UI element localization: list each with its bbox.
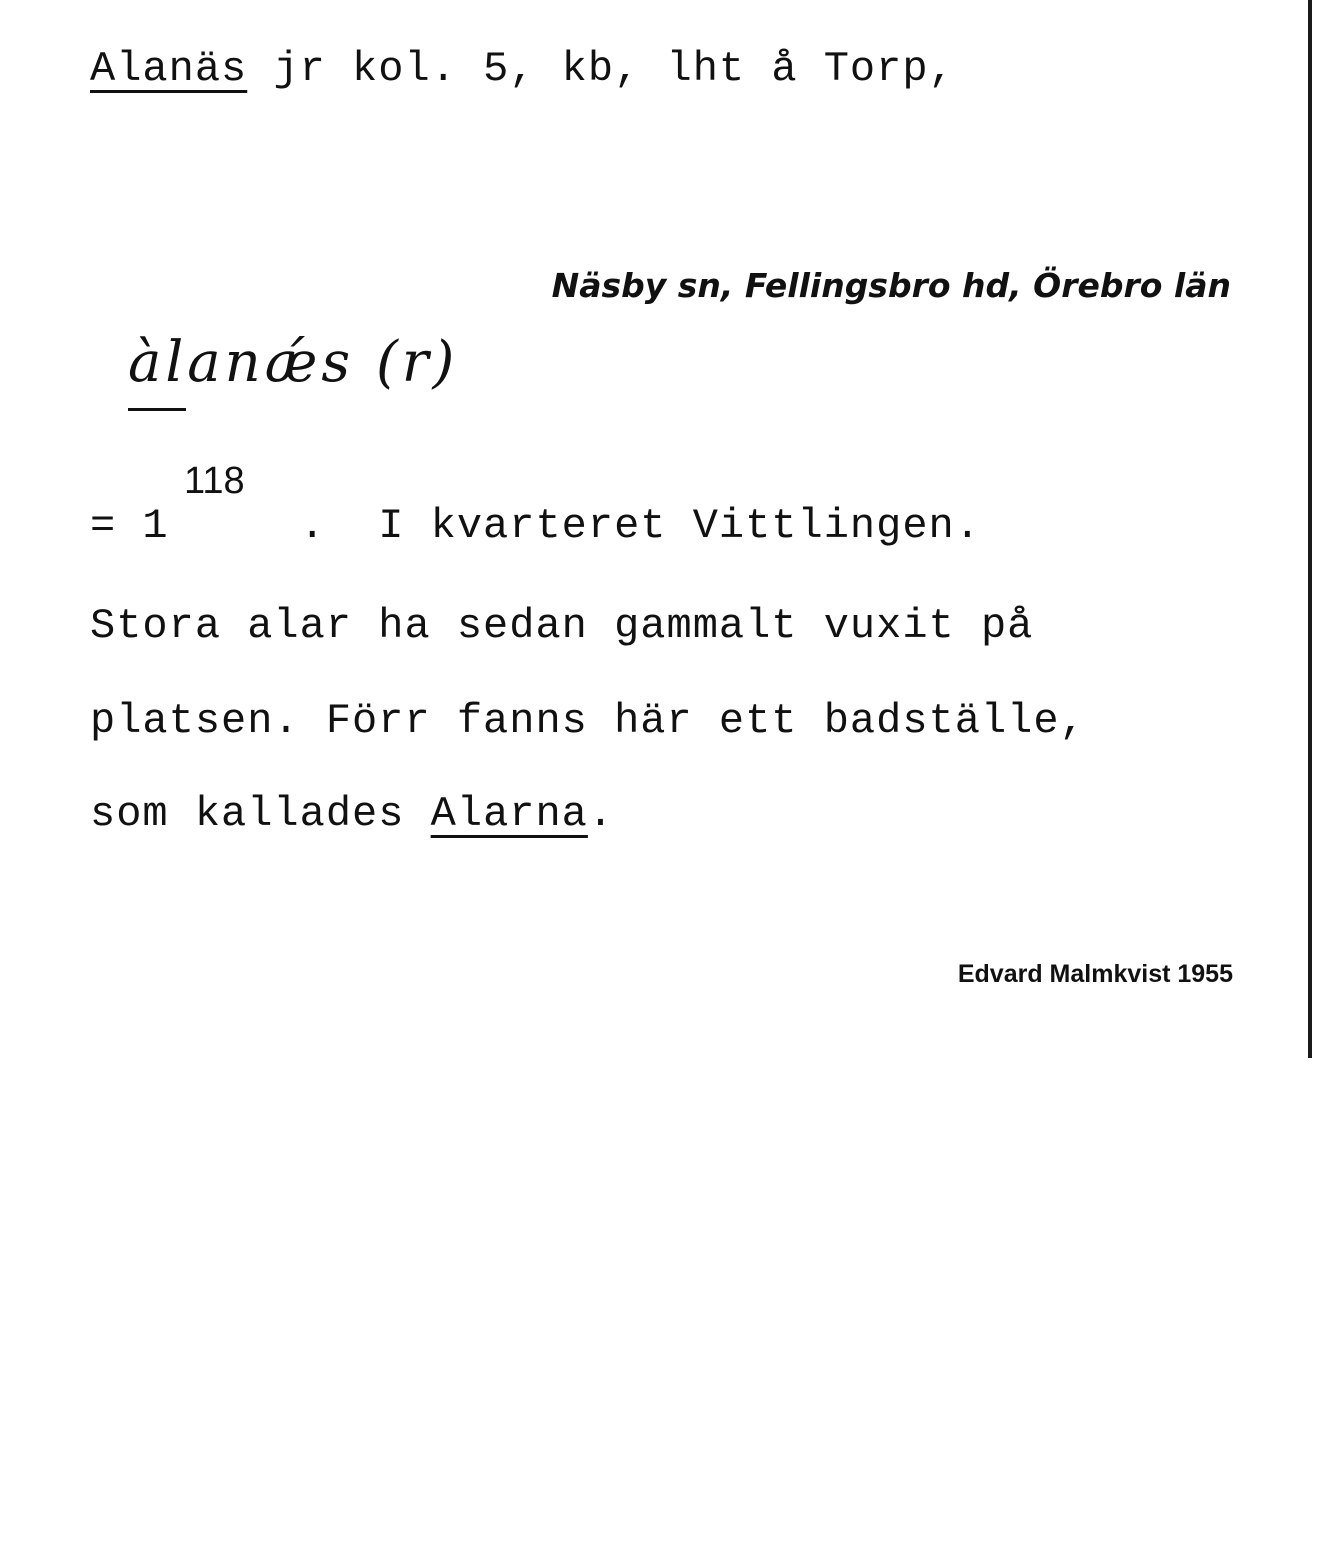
gender-mark: (r) — [375, 330, 459, 395]
phonetic-form: àlanǽs — [128, 330, 355, 395]
body-line-3-suffix: . — [587, 790, 615, 838]
card-edge — [1308, 0, 1312, 1058]
body-line-1: Stora alar ha sedan gammalt vuxit på — [90, 602, 1034, 650]
author-signature: Edvard Malmkvist 1955 — [957, 960, 1233, 988]
reference-superscript: 118 — [184, 460, 245, 502]
parish-location: Näsby sn, Fellingsbro hd, Örebro län — [551, 266, 1231, 305]
place-description: jr kol. 5, kb, lht å Torp, — [247, 45, 955, 93]
phonetic-underline — [128, 408, 186, 411]
body-line-2: platsen. Förr fanns här ett badställe, — [90, 697, 1086, 745]
alarna-name: Alarna — [430, 790, 588, 838]
body-line-3-prefix: som kallades — [90, 790, 431, 838]
phonetic-transcription — [128, 330, 458, 395]
body-line-3 — [90, 790, 615, 838]
place-name-heading — [90, 45, 955, 93]
place-name: Alanäs — [90, 45, 248, 93]
reference-line: = 1 . I kvarteret Vittlingen. — [90, 502, 981, 550]
